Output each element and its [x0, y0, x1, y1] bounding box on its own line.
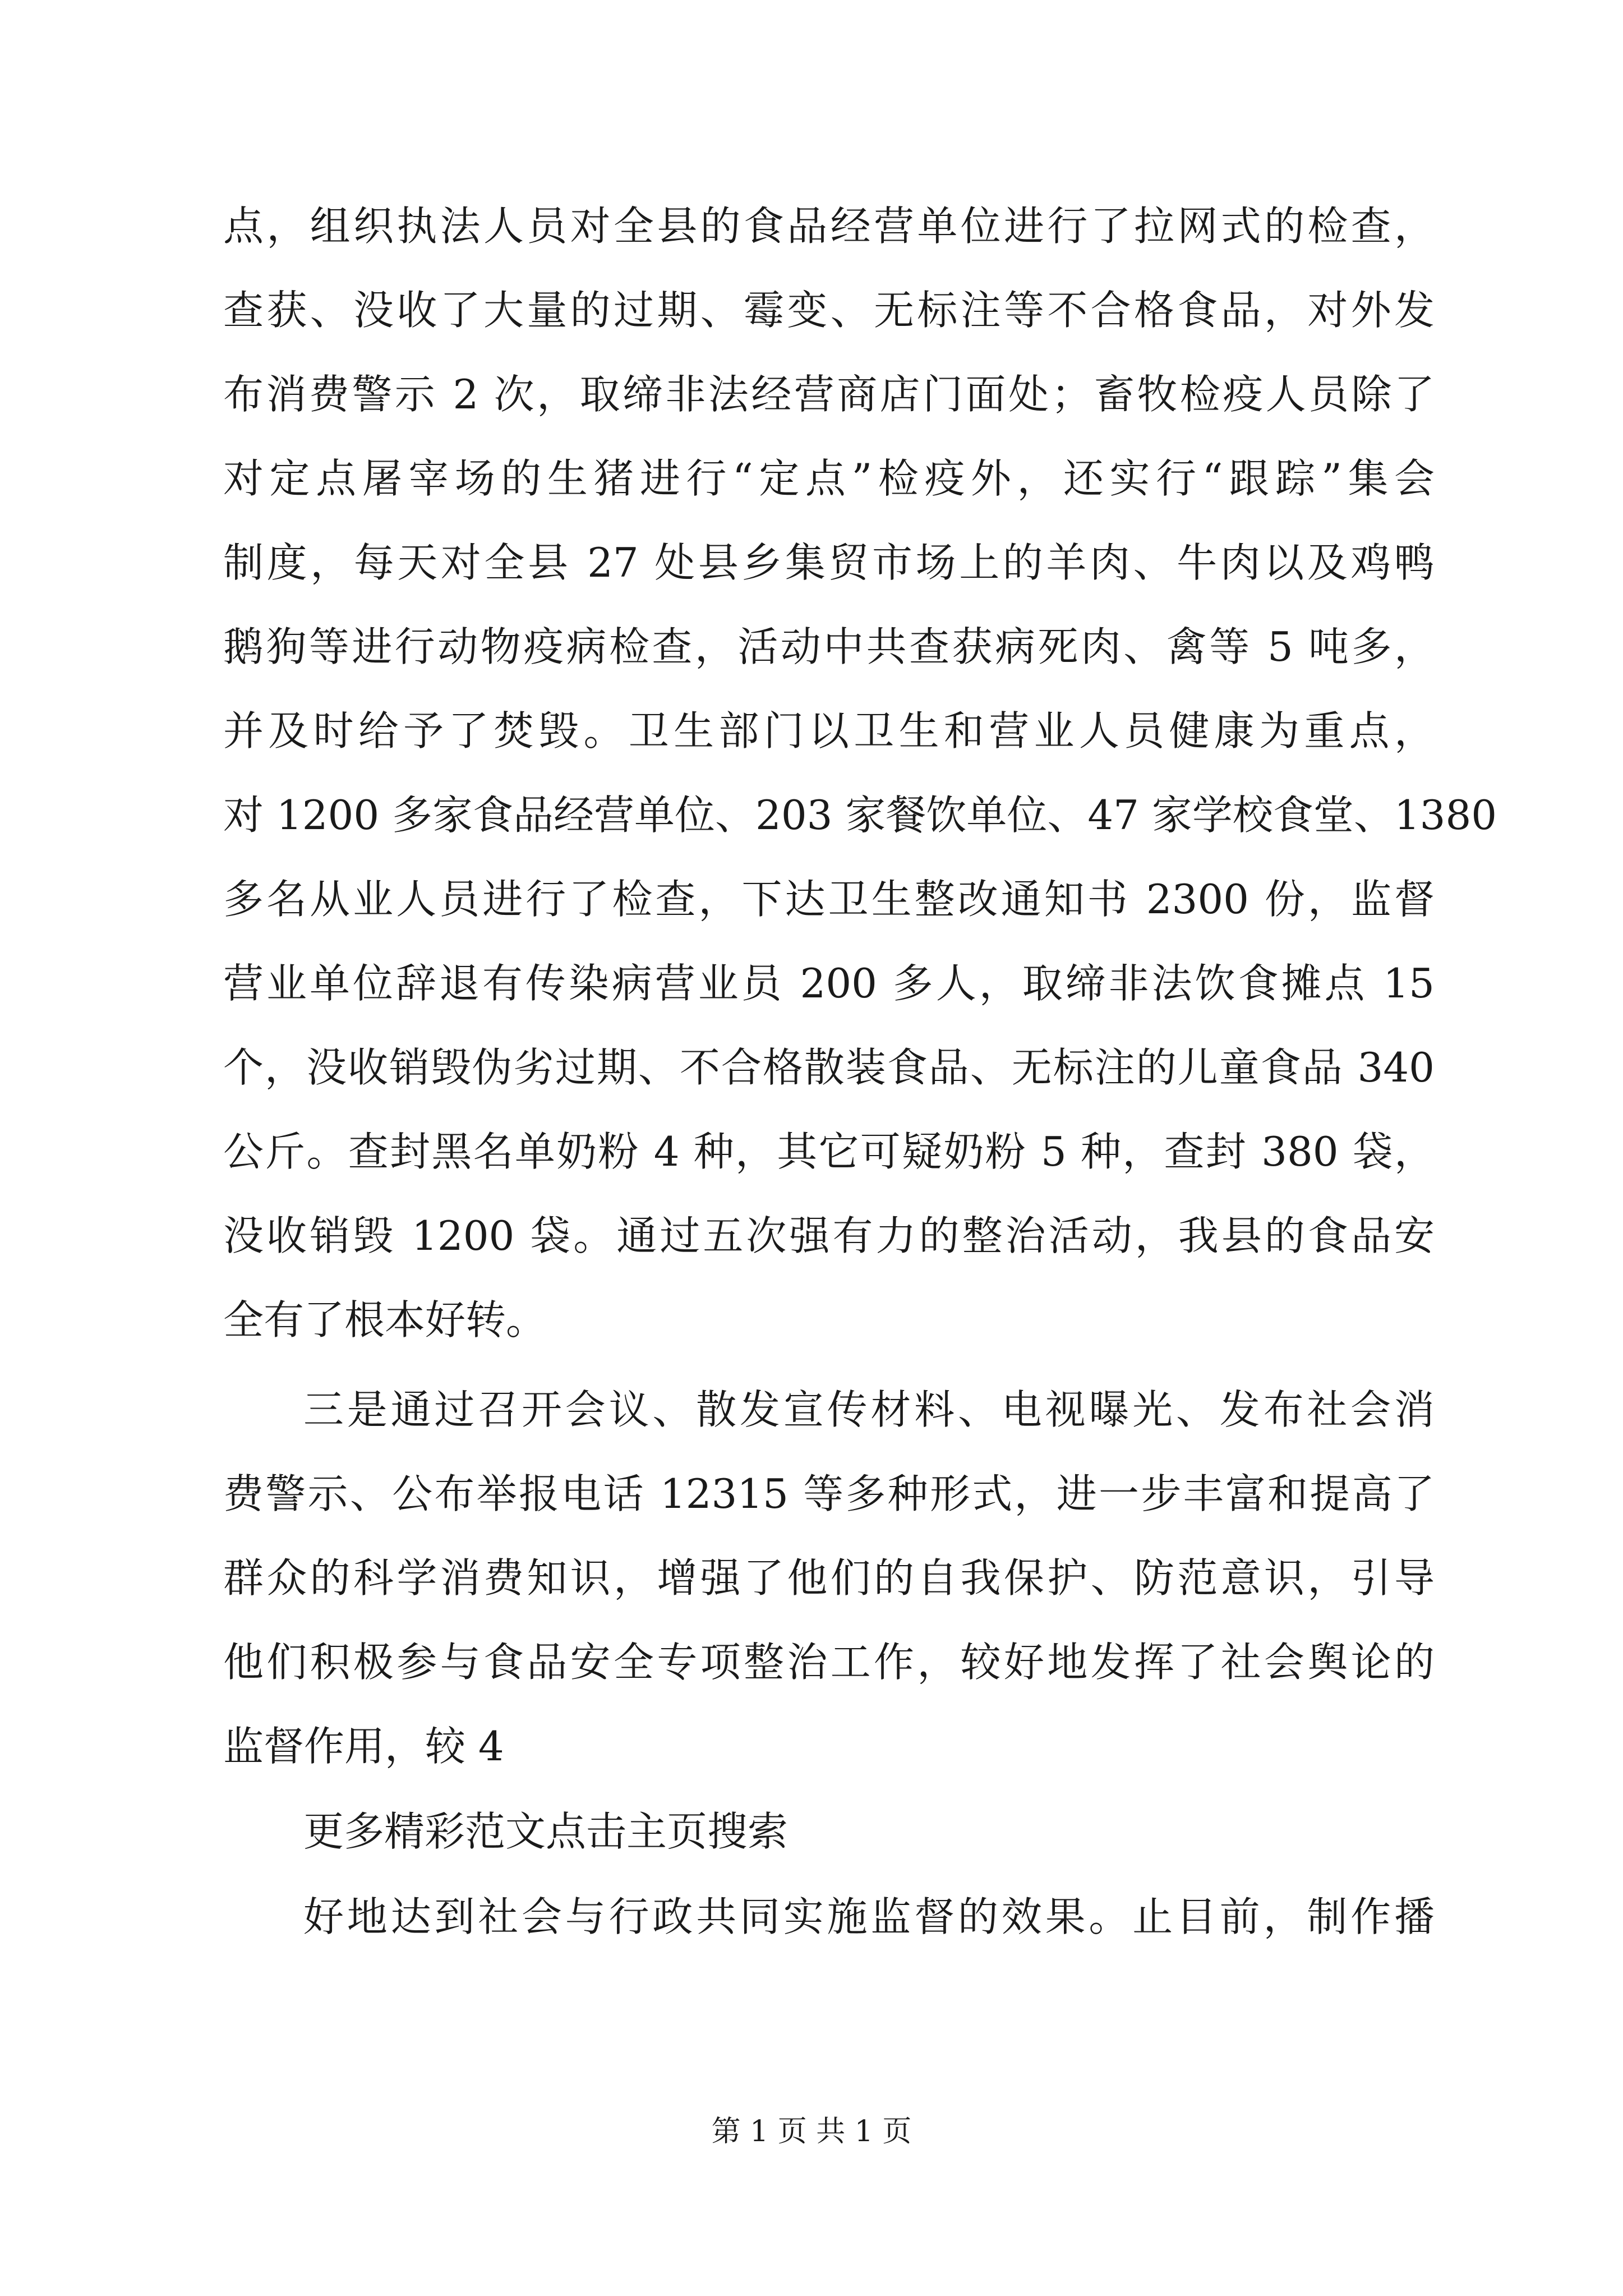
- body-text-line: 费警示、公布举报电话 12315 等多种形式，进一步丰富和提高了: [223, 1470, 1435, 1517]
- body-text-line: 多名从业人员进行了检查，下达卫生整改通知书 2300 份，监督: [223, 876, 1435, 923]
- body-text-line: 对 1200 多家食品经营单位、203 家餐饮单位、47 家学校食堂、1380: [223, 792, 1497, 839]
- page-footer: 第 1 页 共 1 页: [711, 2115, 912, 2148]
- body-text-line: 监督作用，较 4: [223, 1723, 504, 1770]
- body-text-line: 好地达到社会与行政共同实施监督的效果。止目前，制作播: [303, 1893, 1435, 1940]
- promo-text: 更多精彩范文点击主页搜索: [303, 1808, 789, 1855]
- body-text-line: 对定点屠宰场的生猪进行“定点”检疫外，还实行“跟踪”集会: [223, 455, 1435, 502]
- body-text-line: 制度，每天对全县 27 处县乡集贸市场上的羊肉、牛肉以及鸡鸭: [223, 539, 1435, 586]
- body-text-line: 公斤。查封黑名单奶粉 4 种，其它可疑奶粉 5 种，查封 380 袋，: [223, 1128, 1435, 1175]
- body-text-line: 群众的科学消费知识，增强了他们的自我保护、防范意识，引导: [223, 1554, 1435, 1602]
- body-text-line: 布消费警示 2 次，取缔非法经营商店门面处；畜牧检疫人员除了: [223, 371, 1435, 418]
- body-text-line: 点，组织执法人员对全县的食品经营单位进行了拉网式的检查，: [223, 203, 1435, 250]
- body-text-line: 个，没收销毁伪劣过期、不合格散装食品、无标注的儿童食品 340: [223, 1044, 1435, 1091]
- body-text-line: 并及时给予了焚毁。卫生部门以卫生和营业人员健康为重点，: [223, 707, 1435, 754]
- body-text-line: 查获、没收了大量的过期、霉变、无标注等不合格食品，对外发: [223, 287, 1435, 334]
- body-text-line: 没收销毁 1200 袋。通过五次强有力的整治活动，我县的食品安: [223, 1212, 1435, 1259]
- body-text-line: 全有了根本好转。: [223, 1296, 547, 1343]
- body-text-line: 三是通过召开会议、散发宣传材料、电视曝光、发布社会消: [303, 1386, 1435, 1433]
- body-text-line: 鹅狗等进行动物疫病检查，活动中共查获病死肉、禽等 5 吨多，: [223, 623, 1435, 670]
- body-text-line: 营业单位辞退有传染病营业员 200 多人，取缔非法饮食摊点 15: [223, 960, 1435, 1007]
- body-text-line: 他们积极参与食品安全专项整治工作，较好地发挥了社会舆论的: [223, 1639, 1435, 1686]
